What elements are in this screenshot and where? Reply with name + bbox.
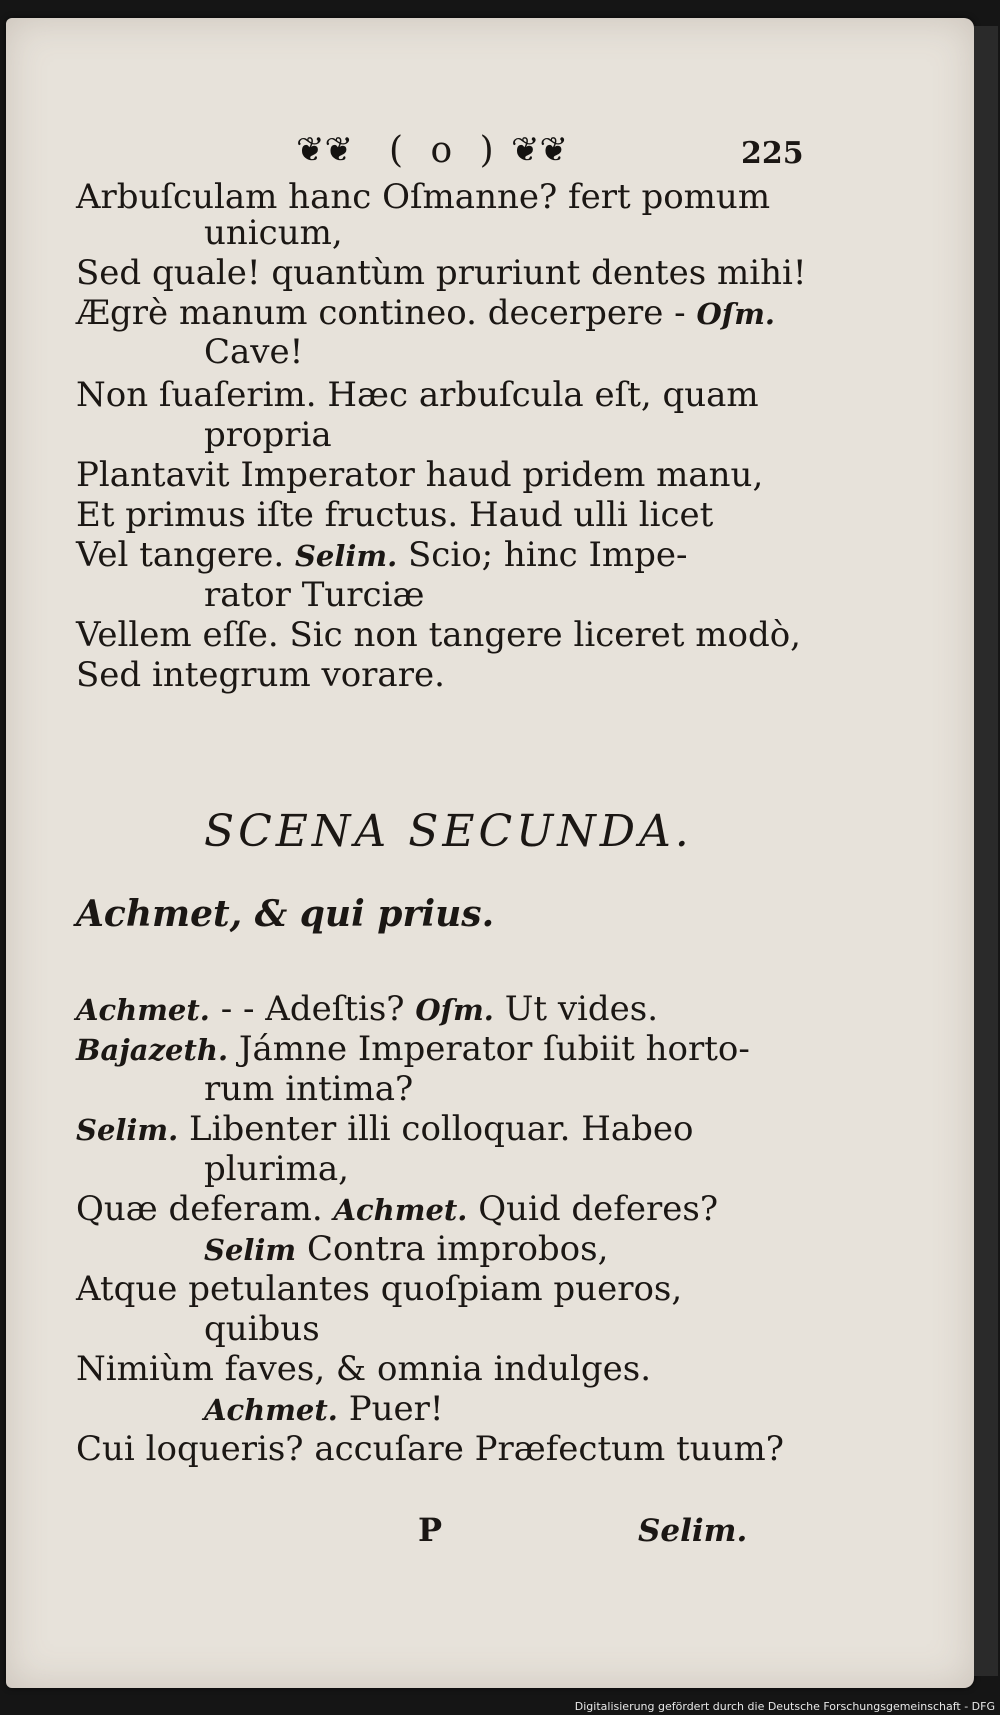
signature-mark: P <box>418 1511 443 1549</box>
dialogue-line <box>204 1310 320 1348</box>
dialogue-line <box>204 1150 349 1188</box>
digitization-credit: Digitalisierung gefördert durch die Deutsche Forschungsgemeinschaft - DFG <box>574 1700 995 1713</box>
verse-text: Cave! <box>204 332 304 372</box>
dialogue-text: Quid deferes? <box>478 1189 719 1229</box>
speaker-name: Oſm. <box>415 993 494 1027</box>
dialogue-text: rum intima? <box>204 1069 414 1109</box>
dialogue-text: - - Adeſtis? <box>220 989 405 1029</box>
catchword: Selim. <box>638 1513 748 1549</box>
dialogue-line <box>76 1030 816 1069</box>
verse-text: Vel tangere. <box>76 535 285 575</box>
header-ornament-right: ❦❦ <box>511 130 568 170</box>
verse-text: Non ſuaſerim. Hæc arbuſcula eſt, quam <box>76 375 759 415</box>
speaker-name: Achmet. <box>76 993 210 1027</box>
verse-text: rator Turciæ <box>204 575 425 615</box>
speaker-name: Selim. <box>294 539 398 573</box>
verse-text: Vellem eſſe. Sic non tangere liceret modò, <box>76 615 801 655</box>
book-page <box>6 18 974 1688</box>
verse-text: Sed integrum vorare. <box>76 655 445 695</box>
verse-line <box>76 376 816 414</box>
speaker-name: Bajazeth. <box>76 1033 229 1067</box>
verse-line <box>204 333 303 371</box>
dialogue-text: Nimiùm faves, & omnia indulges. <box>76 1349 652 1389</box>
page-number: 225 <box>741 136 804 171</box>
verse-text: Sed quale! quantùm pruriunt dentes mihi! <box>76 253 807 293</box>
dialogue-text: Atque petulantes quoſpiam pueros, <box>76 1269 683 1309</box>
dialogue-line <box>204 1070 413 1108</box>
verse-line <box>76 178 816 216</box>
dialogue-line <box>76 1430 816 1468</box>
dialogue-text: Quæ deferam. <box>76 1189 323 1229</box>
verse-text: unicum, <box>204 213 343 253</box>
verse-text: Scio; hinc Impe- <box>407 535 688 575</box>
dialogue-text: Jámne Imperator ſubiit horto- <box>238 1029 750 1069</box>
cast-list: Achmet, & qui prius. <box>76 893 495 935</box>
dialogue-text: quibus <box>204 1309 320 1349</box>
dialogue-line <box>76 1110 816 1149</box>
scene-title: SCENA SECUNDA. <box>204 806 693 857</box>
page-edge-shadow <box>974 26 998 1676</box>
verse-line <box>76 536 816 575</box>
dialogue-line <box>76 1350 816 1388</box>
dialogue-line <box>76 990 816 1029</box>
speaker-name: Oſm. <box>696 297 775 331</box>
speaker-name: Achmet. <box>204 1393 338 1427</box>
speaker-name: Selim. <box>76 1113 179 1147</box>
verse-line <box>204 576 424 614</box>
verse-line <box>76 254 816 292</box>
verse-line <box>76 496 816 534</box>
dialogue-text: Contra improbos, <box>306 1229 609 1269</box>
verse-line <box>76 456 816 494</box>
page-marker: ( o ) <box>389 130 502 171</box>
verse-line <box>204 416 332 454</box>
verse-text: Ægrè manum contineo. decerpere - <box>76 293 686 333</box>
verse-text: propria <box>204 415 332 455</box>
dialogue-text: Libenter illi colloquar. Habeo <box>189 1109 694 1149</box>
verse-line <box>76 656 816 694</box>
dialogue-text: Puer! <box>348 1389 444 1429</box>
speaker-name: Selim <box>204 1233 297 1267</box>
verse-text: Et primus iſte fructus. Haud ulli licet <box>76 495 714 535</box>
dialogue-text: Cui loqueris? accuſare Præfectum tuum? <box>76 1429 784 1469</box>
dialogue-text: plurima, <box>204 1149 349 1189</box>
header-ornament-left: ❦❦ <box>296 130 353 170</box>
verse-text: Plantavit Imperator haud pridem manu, <box>76 455 764 495</box>
dialogue-line <box>76 1190 816 1229</box>
verse-line <box>76 616 816 654</box>
dialogue-line <box>204 1230 608 1269</box>
dialogue-line <box>204 1390 444 1429</box>
dialogue-line <box>76 1270 816 1308</box>
page-header <box>6 128 974 178</box>
speaker-name: Achmet. <box>333 1193 468 1227</box>
verse-line <box>76 294 816 333</box>
dialogue-text: Ut vides. <box>504 989 659 1029</box>
verse-text: Arbuſculam hanc Oſmanne? fert pomum <box>76 177 771 217</box>
verse-line <box>204 214 343 252</box>
